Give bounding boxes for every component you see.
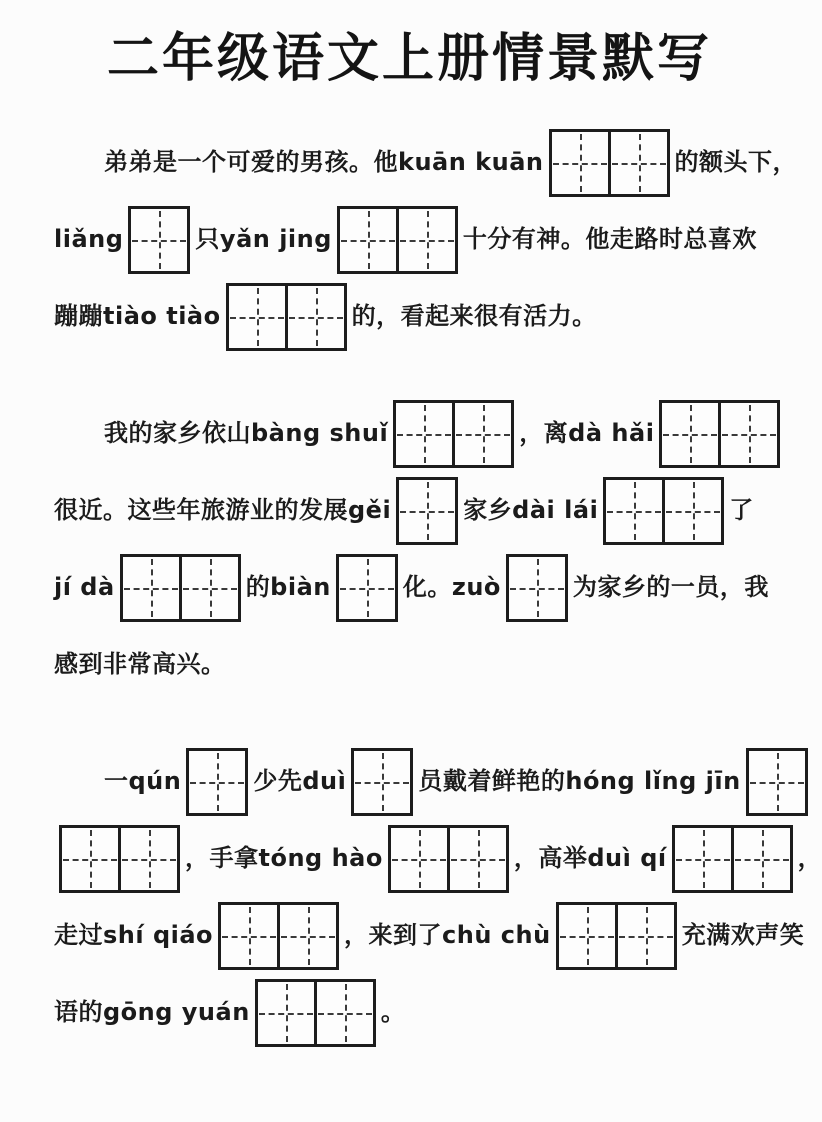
write-cell[interactable] (221, 905, 277, 967)
write-cell[interactable] (396, 403, 452, 465)
text-line (54, 395, 765, 472)
write-box[interactable] (672, 825, 793, 893)
text-line (54, 201, 765, 278)
text-run: 了 (729, 496, 754, 525)
text-run: 很近。这些年旅游业的发展gěi (54, 496, 392, 525)
paragraph-1 (54, 124, 798, 355)
write-cell[interactable] (62, 828, 118, 890)
text-line (54, 549, 769, 626)
text-run: 弟弟是一个可爱的男孩。他kuān kuān (104, 148, 544, 177)
write-cell[interactable] (189, 751, 245, 813)
write-cell[interactable] (749, 751, 805, 813)
write-cell[interactable] (399, 480, 455, 542)
text-line (54, 974, 765, 1051)
write-box[interactable] (337, 206, 458, 274)
text-run: 的，看起来很有活力。 (351, 302, 597, 331)
write-cell[interactable] (559, 905, 615, 967)
write-cell[interactable] (396, 209, 455, 271)
write-box[interactable] (336, 554, 398, 622)
write-cell[interactable] (718, 403, 777, 465)
write-box[interactable] (549, 129, 670, 197)
text-line (54, 897, 805, 974)
write-cell[interactable] (258, 982, 314, 1044)
text-run: 的额头下， (674, 148, 798, 177)
text-run: 感到非常高兴。 (54, 650, 226, 679)
paragraph-2 (54, 395, 769, 703)
text-run: ，离dà hǎi (519, 419, 655, 448)
write-box[interactable] (659, 400, 780, 468)
write-cell[interactable] (662, 403, 718, 465)
write-cell[interactable] (285, 286, 344, 348)
text-run: 员戴着鲜艳的hóng lǐng jīn (418, 767, 741, 796)
paragraph-3 (54, 743, 822, 1051)
write-box[interactable] (396, 477, 458, 545)
write-box[interactable] (59, 825, 180, 893)
text-run: 为家乡的一员，我 (572, 573, 769, 602)
text-run: 一qún (104, 767, 182, 796)
write-cell[interactable] (731, 828, 790, 890)
write-cell[interactable] (675, 828, 731, 890)
write-cell[interactable] (606, 480, 662, 542)
write-box[interactable] (388, 825, 509, 893)
write-box[interactable] (746, 748, 808, 816)
write-box[interactable] (393, 400, 514, 468)
worksheet-body (54, 124, 822, 1051)
text-line (54, 743, 765, 820)
write-cell[interactable] (615, 905, 674, 967)
write-cell[interactable] (452, 403, 511, 465)
write-cell[interactable] (123, 557, 179, 619)
text-run: 走过shí qiáo (54, 921, 214, 950)
write-box[interactable] (120, 554, 241, 622)
write-cell[interactable] (391, 828, 447, 890)
text-run: ， (797, 844, 822, 873)
text-line (54, 626, 765, 703)
write-box[interactable] (556, 902, 677, 970)
write-cell[interactable] (229, 286, 285, 348)
write-cell[interactable] (179, 557, 238, 619)
text-run: 的biàn (245, 573, 331, 602)
write-box[interactable] (255, 979, 376, 1047)
text-run: 。 (380, 998, 406, 1027)
write-cell[interactable] (552, 132, 608, 194)
write-box[interactable] (218, 902, 339, 970)
write-cell[interactable] (131, 209, 187, 271)
write-box[interactable] (226, 283, 347, 351)
text-run: 充满欢声笑 (681, 921, 805, 950)
write-cell[interactable] (608, 132, 667, 194)
text-run: 只yǎn jing (195, 225, 332, 254)
write-cell[interactable] (339, 557, 395, 619)
text-line (54, 278, 765, 355)
write-cell[interactable] (277, 905, 336, 967)
text-run: 语的gōng yuán (54, 998, 250, 1027)
text-run: jí dà (54, 573, 115, 602)
write-box[interactable] (603, 477, 724, 545)
text-run: ，来到了chù chù (344, 921, 551, 950)
text-run: ，高举duì qí (513, 844, 667, 873)
page-title: 二年级语文上册情景默写 (106, 29, 712, 89)
write-cell[interactable] (118, 828, 177, 890)
text-run: 蹦蹦tiào tiào (54, 302, 221, 331)
write-box[interactable] (186, 748, 248, 816)
write-cell[interactable] (354, 751, 410, 813)
text-run: liǎng (54, 225, 124, 254)
text-run: 我的家乡依山bàng shuǐ (104, 419, 389, 448)
write-cell[interactable] (340, 209, 396, 271)
text-run: 家乡dài lái (463, 496, 599, 525)
text-run: 化。zuò (402, 573, 501, 602)
write-box[interactable] (506, 554, 568, 622)
text-line (54, 124, 798, 201)
text-run: 十分有神。他走路时总喜欢 (462, 225, 757, 254)
text-run: 少先duì (253, 767, 347, 796)
text-run: ，手拿tóng hào (185, 844, 383, 873)
write-cell[interactable] (447, 828, 506, 890)
text-line (54, 820, 822, 897)
write-cell[interactable] (509, 557, 565, 619)
text-line (54, 472, 765, 549)
write-box[interactable] (128, 206, 190, 274)
write-cell[interactable] (314, 982, 373, 1044)
write-cell[interactable] (662, 480, 721, 542)
write-box[interactable] (351, 748, 413, 816)
